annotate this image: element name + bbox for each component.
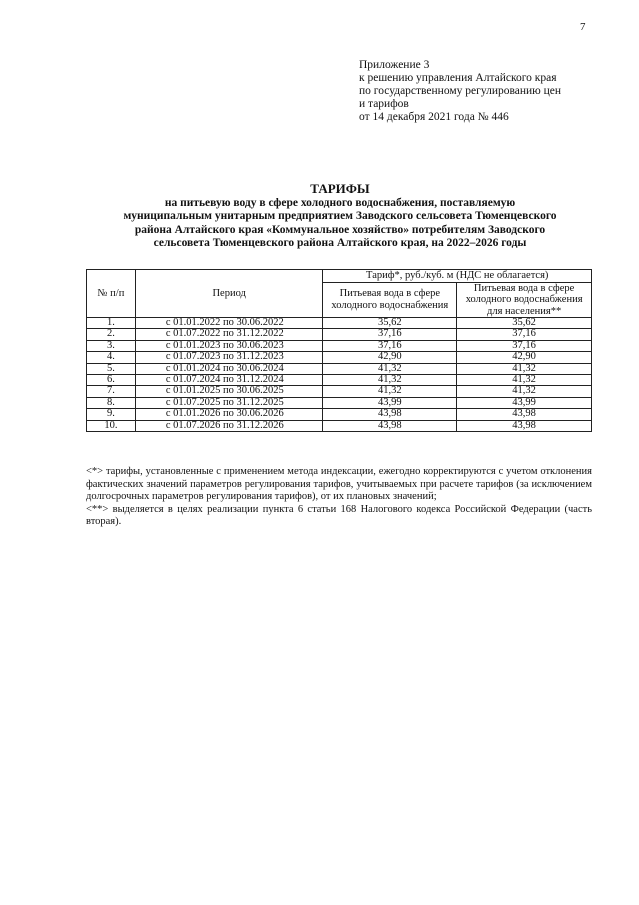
table-row	[87, 375, 592, 386]
cell-drinking: 41,32	[323, 375, 457, 386]
appendix-line: от 14 декабря 2021 года № 446	[359, 111, 509, 123]
header-tariff-group: Тариф*, руб./куб. м (НДС не облагается)	[323, 270, 592, 283]
cell-num: 3.	[87, 340, 136, 351]
cell-population: 42,90	[457, 352, 592, 363]
cell-population: 43,98	[457, 409, 592, 420]
cell-period: с 01.07.2025 по 31.12.2025	[135, 397, 323, 408]
cell-population: 37,16	[457, 329, 592, 340]
cell-population: 43,99	[457, 397, 592, 408]
cell-drinking: 37,16	[323, 329, 457, 340]
cell-population: 37,16	[457, 340, 592, 351]
cell-num: 2.	[87, 329, 136, 340]
cell-num: 10.	[87, 420, 136, 431]
cell-period: с 01.01.2023 по 30.06.2023	[135, 340, 323, 351]
cell-drinking: 43,98	[323, 420, 457, 431]
cell-num: 6.	[87, 375, 136, 386]
table-row	[87, 420, 592, 431]
cell-drinking: 43,99	[323, 397, 457, 408]
cell-period: с 01.01.2025 по 30.06.2025	[135, 386, 323, 397]
cell-drinking: 41,32	[323, 363, 457, 374]
subtitle-line: сельсовета Тюменцевского района Алтайского края, на 2022–2026 годы	[153, 237, 527, 250]
document-subtitle	[70, 197, 610, 251]
cell-period: с 01.07.2024 по 31.12.2024	[135, 375, 323, 386]
table-body	[87, 318, 592, 432]
cell-num: 8.	[87, 397, 136, 408]
cell-num: 1.	[87, 318, 136, 329]
page-number: 7	[580, 21, 586, 33]
cell-num: 7.	[87, 386, 136, 397]
cell-drinking: 35,62	[323, 318, 457, 329]
appendix-line: Приложение 3	[359, 59, 430, 71]
cell-drinking: 41,32	[323, 386, 457, 397]
table-row	[87, 386, 592, 397]
cell-period: с 01.01.2022 по 30.06.2022	[135, 318, 323, 329]
cell-population: 35,62	[457, 318, 592, 329]
cell-population: 41,32	[457, 386, 592, 397]
cell-population: 41,32	[457, 375, 592, 386]
cell-period: с 01.07.2022 по 31.12.2022	[135, 329, 323, 340]
table-row	[87, 397, 592, 408]
appendix-line: и тарифов	[359, 98, 409, 110]
table-row	[87, 363, 592, 374]
tariffs-table	[86, 269, 592, 432]
header-population: Питьевая вода в сфере холодного водоснабжения для населения**	[457, 282, 592, 318]
footnotes	[86, 466, 592, 529]
cell-population: 43,98	[457, 420, 592, 431]
appendix-line: к решению управления Алтайского края	[359, 72, 557, 84]
table-row	[87, 340, 592, 351]
appendix-line: по государственному регулированию цен	[359, 85, 562, 97]
cell-period: с 01.01.2026 по 30.06.2026	[135, 409, 323, 420]
subtitle-line: района Алтайского края «Коммунальное хозяйство» потребителям Заводского	[134, 223, 546, 236]
header-num: № п/п	[87, 270, 136, 318]
footnote: <**> выделяется в целях реализации пункта 6 статьи 168 Налогового кодекса Российской Федерации (часть вторая).	[86, 503, 592, 528]
cell-drinking: 42,90	[323, 352, 457, 363]
appendix-header	[359, 59, 619, 124]
cell-period: с 01.07.2023 по 31.12.2023	[135, 352, 323, 363]
table-row	[87, 329, 592, 340]
subtitle-line: муниципальным унитарным предприятием Заводского сельсовета Тюменцевского	[123, 210, 557, 223]
cell-population: 41,32	[457, 363, 592, 374]
cell-period: с 01.07.2026 по 31.12.2026	[135, 420, 323, 431]
subtitle-line: на питьевую воду в сфере холодного водоснабжения, поставляемую	[164, 197, 516, 209]
table-row	[87, 352, 592, 363]
cell-num: 4.	[87, 352, 136, 363]
table-row	[87, 409, 592, 420]
document-title: ТАРИФЫ	[310, 181, 370, 196]
cell-num: 5.	[87, 363, 136, 374]
header-period: Период	[135, 270, 323, 318]
footnote: <*> тарифы, установленные с применением метода индексации, ежегодно корректируются с учетом отклонения фактических значений параметров регулирования тарифов, учитываемых при расчете тарифов (за исключением долгосрочных параметров регулирования тарифов), от их плановых значений;	[86, 466, 592, 503]
cell-period: с 01.01.2024 по 30.06.2024	[135, 363, 323, 374]
header-drinking-water: Питьевая вода в сфере холодного водоснабжения	[323, 282, 457, 318]
table-row	[87, 318, 592, 329]
cell-drinking: 43,98	[323, 409, 457, 420]
document-title-block	[70, 181, 610, 251]
cell-num: 9.	[87, 409, 136, 420]
cell-drinking: 37,16	[323, 340, 457, 351]
